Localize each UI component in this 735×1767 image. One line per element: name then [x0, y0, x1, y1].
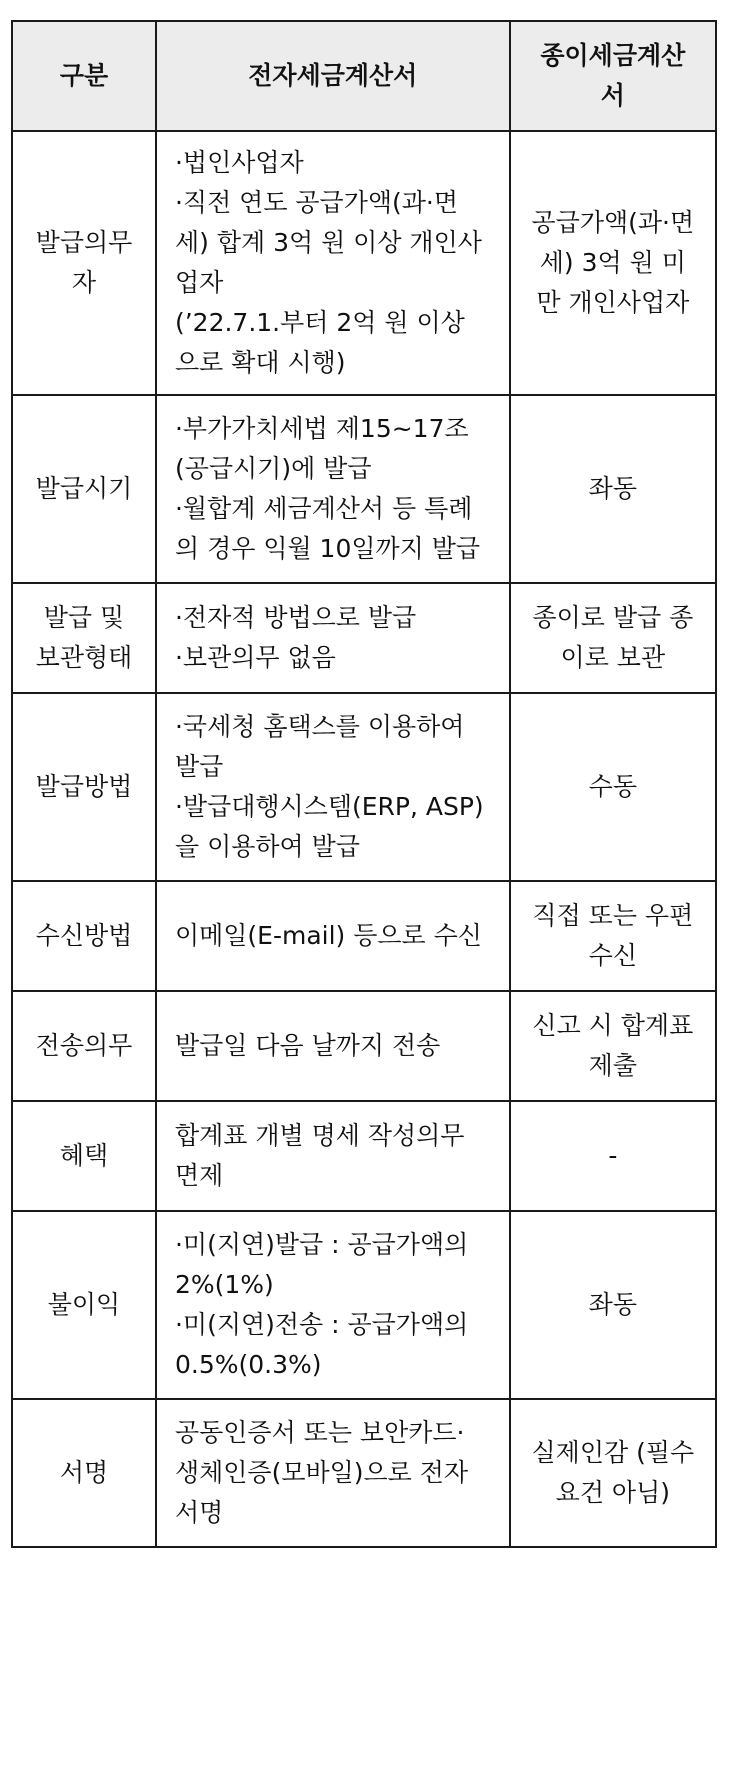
- electronic-cell: [156, 395, 510, 583]
- row-label-line: 발급 및: [43, 603, 125, 632]
- paper-line: 좌동: [588, 474, 637, 503]
- row-label-cell: [12, 1101, 156, 1211]
- electronic-cell: [156, 693, 510, 881]
- comparison-table-container: [11, 20, 717, 1548]
- electronic-cell: [156, 881, 510, 991]
- paper-line: 신고 시 합계표: [532, 1011, 694, 1040]
- electronic-line: ·부가가치세법 제15~17조: [174, 414, 469, 443]
- row-label-line: 혜택: [59, 1141, 109, 1170]
- row-label-line: 서명: [59, 1458, 109, 1487]
- electronic-cell: [156, 1101, 510, 1211]
- electronic-line: 의 경우 익월 10일까지 발급: [174, 534, 481, 563]
- row-label-line: 발급시기: [35, 474, 133, 503]
- electronic-line: 서명: [174, 1498, 224, 1527]
- paper-line: -: [608, 1141, 618, 1170]
- row-label-cell: [12, 1399, 156, 1547]
- electronic-line: 생체인증(모바일)으로 전자: [174, 1458, 469, 1487]
- row-label-cell: [12, 395, 156, 583]
- paper-line: 직접 또는 우편: [532, 901, 694, 930]
- row-label-cell: [12, 1211, 156, 1399]
- electronic-line: 발급일 다음 날까지 전송: [174, 1031, 441, 1060]
- header-electronic-invoice: [156, 21, 510, 131]
- electronic-line: ·국세청 홈택스를 이용하여: [174, 712, 465, 741]
- electronic-line: ·법인사업자: [174, 148, 304, 177]
- row-label-cell: [12, 131, 156, 395]
- electronic-line: ·보관의무 없음: [174, 643, 336, 672]
- electronic-cell: [156, 583, 510, 693]
- paper-cell: [510, 583, 716, 693]
- paper-line: 요건 아님): [555, 1478, 670, 1507]
- paper-line: 수신: [588, 941, 637, 970]
- electronic-line: (’22.7.1.부터 2억 원 이상: [174, 308, 465, 337]
- row-label-cell: [12, 991, 156, 1101]
- tax-invoice-comparison-table: [11, 20, 717, 1548]
- row-label-line: 수신방법: [35, 921, 133, 950]
- paper-cell: [510, 991, 716, 1101]
- electronic-line: 2%(1%): [174, 1270, 274, 1299]
- electronic-line: 을 이용하여 발급: [174, 832, 360, 861]
- row-label-line: 보관형태: [35, 643, 133, 672]
- row-label-cell: [12, 583, 156, 693]
- electronic-line: 합계표 개별 명세 작성의무: [174, 1121, 465, 1150]
- paper-cell: [510, 1399, 716, 1547]
- electronic-line: ·미(지연)발급 : 공급가액의: [174, 1230, 469, 1259]
- paper-cell: [510, 881, 716, 991]
- row-label-line: 전송의무: [35, 1031, 133, 1060]
- row-label-line: 발급의무: [35, 228, 133, 257]
- paper-line: 이로 보관: [560, 643, 666, 672]
- electronic-line: ·월합계 세금계산서 등 특례: [174, 494, 473, 523]
- header-electronic-text: 전자세금계산서: [248, 61, 418, 90]
- header-row: [12, 21, 716, 131]
- electronic-line: 발급: [174, 752, 224, 781]
- table-row: [12, 583, 716, 693]
- header-category-text: 구분: [59, 61, 109, 90]
- header-paper-line: 서: [600, 81, 625, 110]
- electronic-line: (공급시기)에 발급: [174, 454, 372, 483]
- table-row: [12, 1101, 716, 1211]
- row-label-cell: [12, 693, 156, 881]
- electronic-line: 이메일(E-mail) 등으로 수신: [174, 921, 482, 950]
- row-label-line: 불이익: [47, 1290, 121, 1319]
- electronic-line: 으로 확대 시행): [174, 348, 346, 377]
- table-row: [12, 991, 716, 1101]
- paper-line: 제출: [588, 1051, 637, 1080]
- paper-line: 공급가액(과·면: [531, 208, 695, 237]
- electronic-line: ·직전 연도 공급가액(과·면: [174, 188, 459, 217]
- row-label-line: 자: [71, 268, 97, 297]
- electronic-line: 업자: [174, 268, 224, 297]
- table-row: [12, 693, 716, 881]
- electronic-cell: [156, 991, 510, 1101]
- electronic-line: ·전자적 방법으로 발급: [174, 603, 417, 632]
- table-row: [12, 1399, 716, 1547]
- electronic-line: ·미(지연)전송 : 공급가액의: [174, 1310, 469, 1339]
- electronic-line: 세) 합계 3억 원 이상 개인사: [174, 228, 482, 257]
- header-paper-invoice: [510, 21, 716, 131]
- row-label-cell: [12, 881, 156, 991]
- table-row: [12, 131, 716, 395]
- table-row: [12, 395, 716, 583]
- paper-line: 종이로 발급 종: [532, 603, 694, 632]
- electronic-cell: [156, 1211, 510, 1399]
- paper-line: 실제인감 (필수: [531, 1438, 695, 1467]
- paper-cell: [510, 131, 716, 395]
- paper-cell: [510, 1101, 716, 1211]
- electronic-line: ·발급대행시스템(ERP, ASP): [174, 792, 484, 821]
- electronic-line: 0.5%(0.3%): [174, 1350, 322, 1379]
- row-label-line: 발급방법: [35, 772, 133, 801]
- electronic-cell: [156, 1399, 510, 1547]
- electronic-cell: [156, 131, 510, 395]
- paper-line: 만 개인사업자: [536, 288, 690, 317]
- paper-cell: [510, 395, 716, 583]
- paper-line: 세) 3억 원 미: [539, 248, 686, 277]
- paper-line: 좌동: [588, 1290, 637, 1319]
- table-row: [12, 1211, 716, 1399]
- table-row: [12, 881, 716, 991]
- paper-line: 수동: [588, 772, 637, 801]
- header-paper-line: 종이세금계산: [540, 41, 686, 70]
- paper-cell: [510, 1211, 716, 1399]
- header-category: [12, 21, 156, 131]
- electronic-line: 면제: [174, 1161, 224, 1190]
- electronic-line: 공동인증서 또는 보안카드·: [174, 1418, 465, 1447]
- paper-cell: [510, 693, 716, 881]
